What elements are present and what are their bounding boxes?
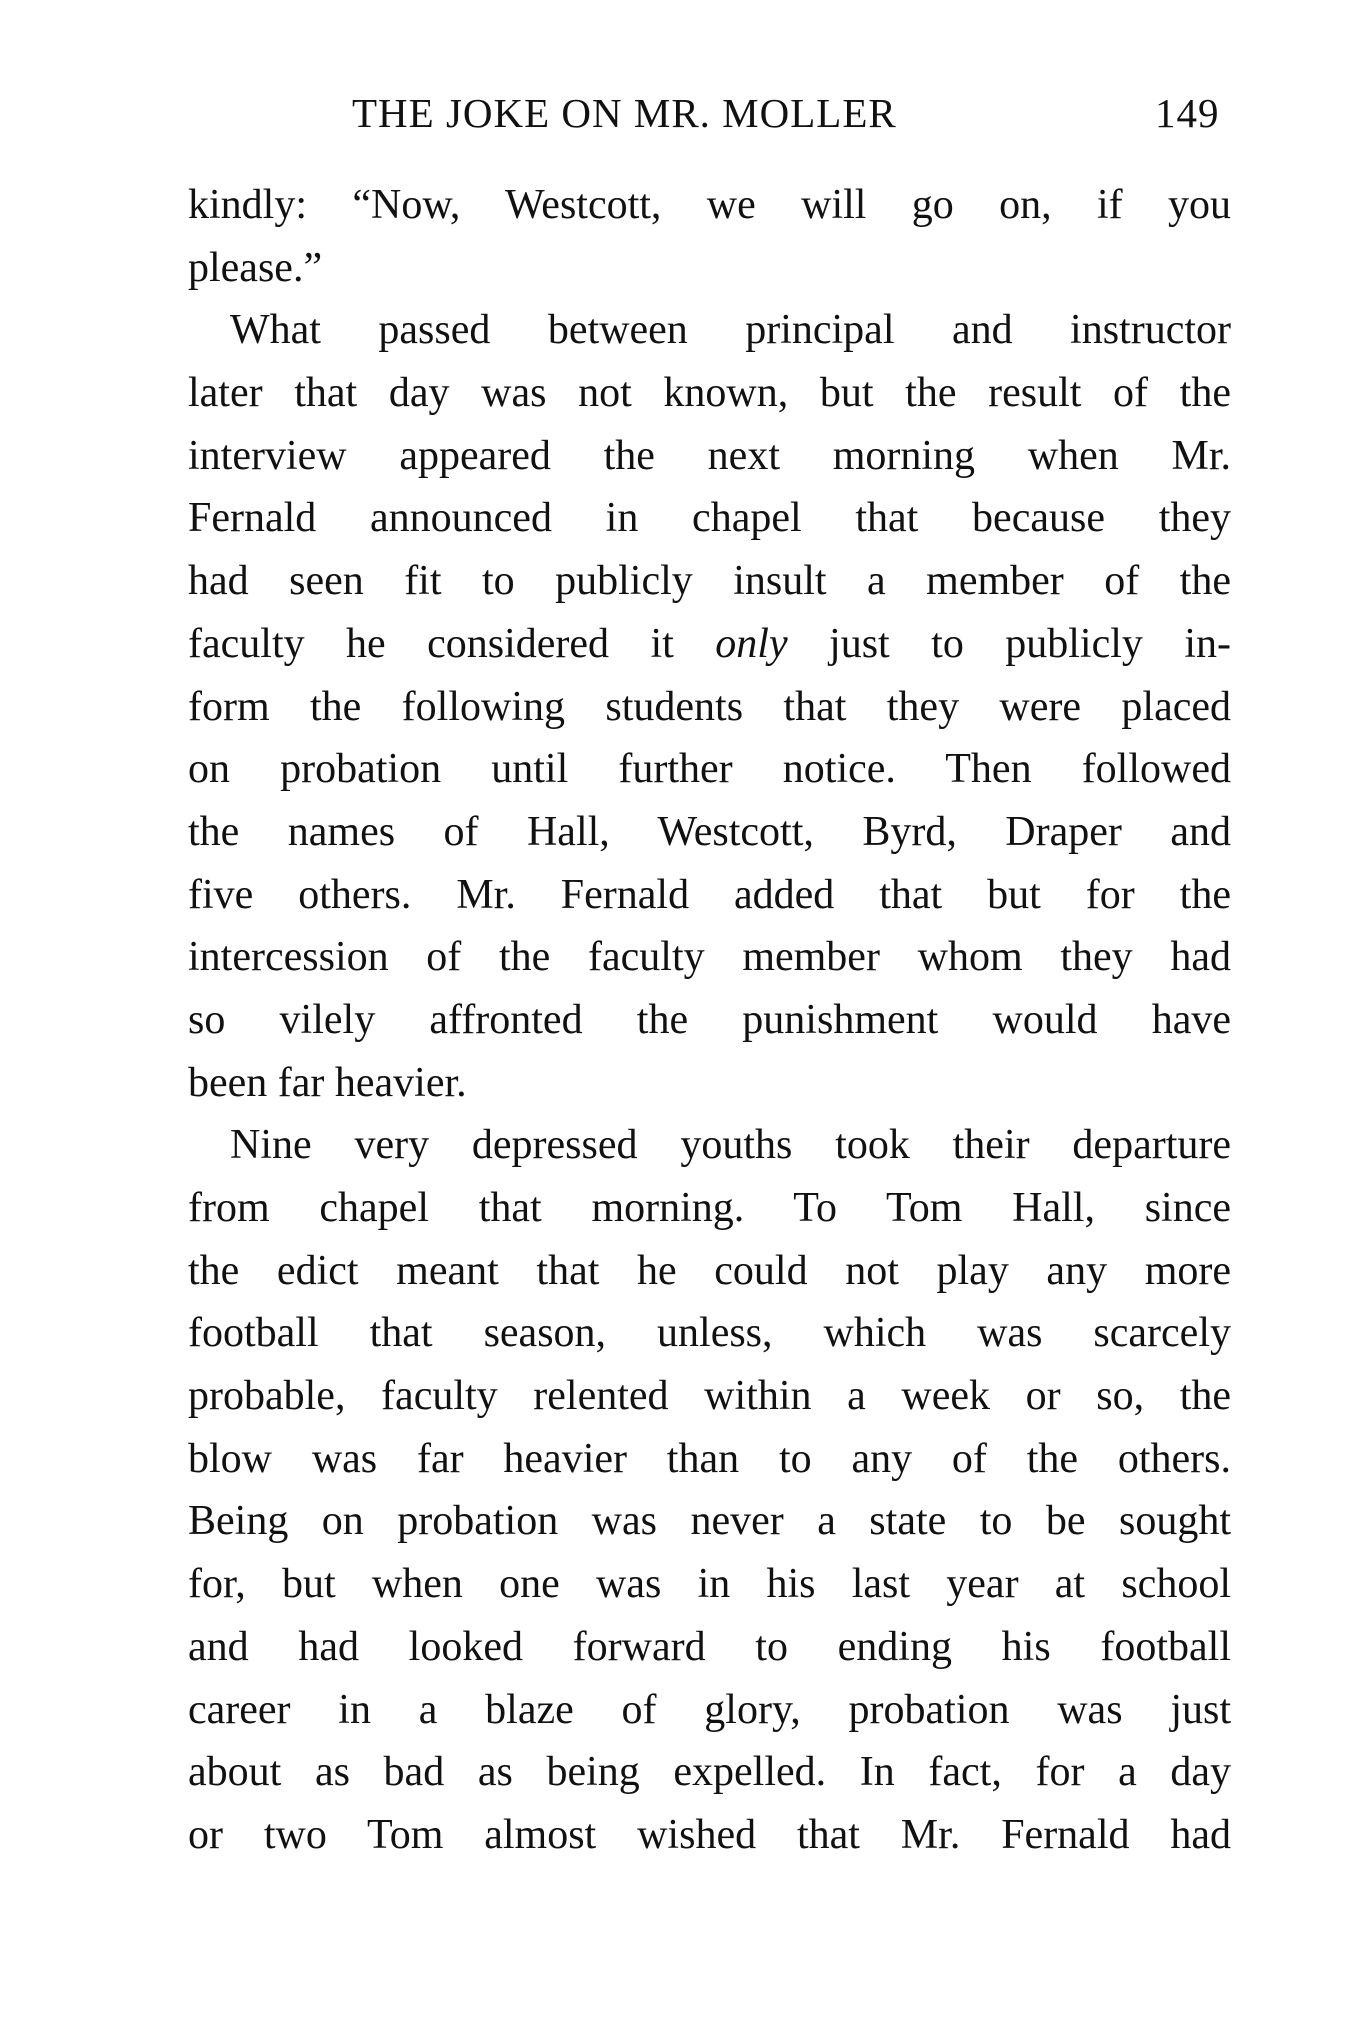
text-line: blow was far heavier than to any of the others. [188, 1435, 1231, 1482]
text-line: please.” [188, 244, 323, 291]
text-line: Nine very depressed youths took their departure [230, 1122, 1231, 1169]
text-line: form the following students that they were placed [188, 683, 1231, 730]
running-title: THE JOKE ON MR. MOLLER [352, 90, 897, 136]
text-line: and had looked forward to ending his football [188, 1623, 1231, 1670]
text-line: football that season, unless, which was scarcely [188, 1310, 1231, 1357]
text-line: five others. Mr. Fernald added that but for the [188, 871, 1231, 918]
body-text [188, 174, 1231, 1867]
text-line: kindly: “Now, Westcott, we will go on, if you [188, 182, 1231, 228]
text-line [188, 613, 1231, 676]
text-line: later that day was not known, but the result of the [188, 370, 1231, 417]
text-line: from chapel that morning. To Tom Hall, since [188, 1185, 1231, 1231]
text-line: Being on probation was never a state to be sought [188, 1498, 1231, 1545]
text-line: about as bad as being expelled. In fact, for a day [188, 1749, 1231, 1796]
text-line: Fernald announced in chapel that because they [188, 495, 1231, 542]
page-number: 149 [1155, 90, 1220, 136]
text-segment: faculty he considered it [188, 620, 716, 667]
text-segment: just to publicly in- [787, 620, 1232, 667]
text-line: or two Tom almost wished that Mr. Fernald had [188, 1811, 1231, 1858]
text-line: had seen fit to publicly insult a member of the [188, 558, 1231, 605]
text-line: probable, faculty relented within a week or so, the [188, 1373, 1231, 1420]
text-line: for, but when one was in his last year at school [188, 1561, 1231, 1608]
text-line: intercession of the faculty member whom they had [188, 934, 1231, 981]
text-line: on probation until further notice. Then followed [188, 746, 1231, 793]
text-line: so vilely affronted the punishment would have [188, 996, 1231, 1043]
text-line: interview appeared the next morning when Mr. [188, 432, 1231, 479]
text-line: career in a blaze of glory, probation was just [188, 1686, 1231, 1733]
text-line: What passed between principal and instructor [230, 307, 1231, 354]
text-line: been far heavier. [188, 1059, 467, 1106]
text-line: the names of Hall, Westcott, Byrd, Draper and [188, 808, 1231, 855]
text-line: the edict meant that he could not play any more [188, 1247, 1231, 1294]
italic-emphasis: only [715, 620, 788, 667]
